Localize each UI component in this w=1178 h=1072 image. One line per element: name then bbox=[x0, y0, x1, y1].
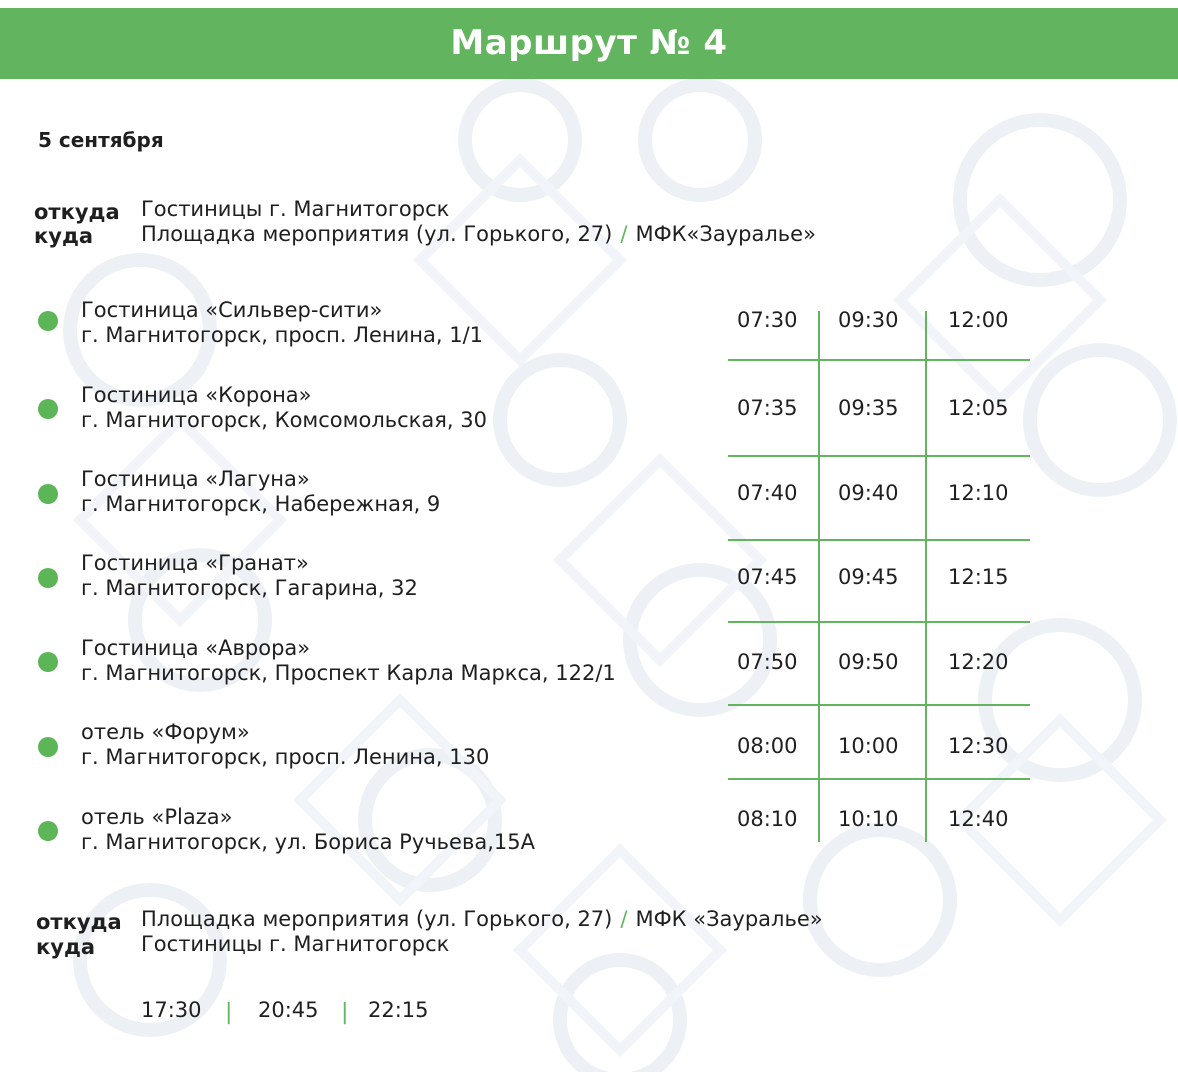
stop-address: г. Магнитогорск, просп. Ленина, 1/1 bbox=[81, 323, 484, 347]
stop-address: г. Магнитогорск, Комсомольская, 30 bbox=[81, 408, 487, 432]
departure-time: 09:50 bbox=[838, 650, 899, 674]
outbound-to-alt: МФК«Зауралье» bbox=[635, 222, 816, 246]
grid-divider-horizontal bbox=[728, 621, 1030, 623]
stop-name: отель «Форум» bbox=[81, 720, 250, 744]
stop-bullet bbox=[38, 568, 58, 588]
outbound-to-main: Площадка мероприятия (ул. Горького, 27) bbox=[141, 222, 613, 246]
return-from-label: откуда bbox=[36, 910, 122, 934]
departure-time: 12:15 bbox=[948, 565, 1009, 589]
outbound-to bbox=[141, 222, 816, 247]
return-time: 20:45 bbox=[258, 998, 319, 1022]
outbound-to-label: куда bbox=[34, 224, 94, 248]
grid-divider-horizontal bbox=[728, 778, 1030, 780]
stop-address: г. Магнитогорск, просп. Ленина, 130 bbox=[81, 745, 490, 769]
stop-address: г. Магнитогорск, Проспект Карла Маркса, 122/1 bbox=[81, 661, 616, 685]
grid-divider-horizontal bbox=[728, 704, 1030, 706]
return-from-separator: / bbox=[620, 907, 628, 931]
departure-time: 12:20 bbox=[948, 650, 1009, 674]
departure-time: 08:00 bbox=[737, 734, 798, 758]
return-time: 17:30 bbox=[141, 998, 202, 1022]
grid-divider-horizontal bbox=[728, 359, 1030, 361]
grid-divider-vertical bbox=[925, 311, 927, 842]
grid-divider-horizontal bbox=[728, 455, 1030, 457]
outbound-from-label: откуда bbox=[34, 200, 120, 224]
time-separator: | bbox=[225, 1000, 233, 1025]
departure-time: 07:45 bbox=[737, 565, 798, 589]
outbound-from: Гостиницы г. Магнитогорск bbox=[141, 197, 450, 221]
departure-time: 07:35 bbox=[737, 396, 798, 420]
stop-bullet bbox=[38, 484, 58, 504]
departure-time: 07:50 bbox=[737, 650, 798, 674]
page-title: Маршрут № 4 bbox=[450, 23, 728, 63]
stop-bullet bbox=[38, 399, 58, 419]
stop-name: Гостиница «Аврора» bbox=[81, 636, 311, 660]
departure-time: 09:45 bbox=[838, 565, 899, 589]
departure-time: 09:30 bbox=[838, 308, 899, 332]
stop-name: Гостиница «Корона» bbox=[81, 383, 312, 407]
stop-name: Гостиница «Гранат» bbox=[81, 551, 309, 575]
schedule-date: 5 сентября bbox=[38, 128, 164, 152]
return-from-alt: МФК «Зауралье» bbox=[635, 907, 823, 931]
departure-time: 12:05 bbox=[948, 396, 1009, 420]
stop-name: отель «Plaza» bbox=[81, 805, 233, 829]
departure-time: 10:10 bbox=[838, 807, 899, 831]
departure-time: 09:35 bbox=[838, 396, 899, 420]
departure-time: 09:40 bbox=[838, 481, 899, 505]
stop-address: г. Магнитогорск, Гагарина, 32 bbox=[81, 576, 418, 600]
departure-time: 07:40 bbox=[737, 481, 798, 505]
departure-time: 10:00 bbox=[838, 734, 899, 758]
departure-time: 12:10 bbox=[948, 481, 1009, 505]
return-to-label: куда bbox=[36, 935, 96, 959]
return-from-main: Площадка мероприятия (ул. Горького, 27) bbox=[141, 907, 613, 931]
departure-time: 08:10 bbox=[737, 807, 798, 831]
departure-time: 12:40 bbox=[948, 807, 1009, 831]
stop-bullet bbox=[38, 821, 58, 841]
departure-time: 07:30 bbox=[737, 308, 798, 332]
stop-name: Гостиница «Лагуна» bbox=[81, 467, 310, 491]
stop-address: г. Магнитогорск, Набережная, 9 bbox=[81, 492, 441, 516]
stop-name: Гостиница «Сильвер-сити» bbox=[81, 298, 383, 322]
time-separator: | bbox=[341, 1000, 349, 1025]
stop-bullet bbox=[38, 652, 58, 672]
departure-time: 12:00 bbox=[948, 308, 1009, 332]
outbound-to-separator: / bbox=[620, 222, 628, 246]
stop-address: г. Магнитогорск, ул. Бориса Ручьева,15А bbox=[81, 830, 535, 854]
stop-bullet bbox=[38, 311, 58, 331]
grid-divider-horizontal bbox=[728, 539, 1030, 541]
departure-time: 12:30 bbox=[948, 734, 1009, 758]
grid-divider-vertical bbox=[818, 311, 820, 842]
return-from bbox=[141, 907, 823, 932]
return-time: 22:15 bbox=[368, 998, 429, 1022]
stop-bullet bbox=[38, 737, 58, 757]
return-to: Гостиницы г. Магнитогорск bbox=[141, 932, 450, 956]
